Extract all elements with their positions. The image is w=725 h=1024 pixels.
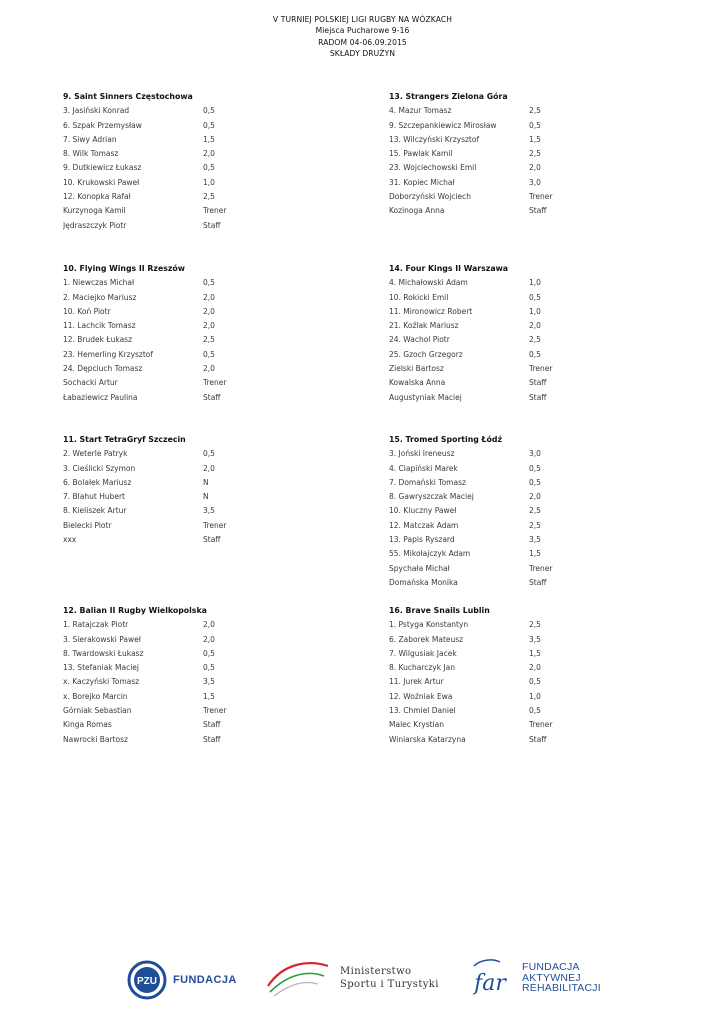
roster-row [389,147,629,161]
team-roster [63,433,303,547]
ministry-line-1: Ministerstwo [340,966,412,977]
ministry-swoosh-icon [264,956,332,1000]
roster-row [389,490,629,504]
player-name: 15. Pawlak Kamil [389,149,453,159]
player-classification: 2,0 [203,149,215,159]
player-name: 23. Hemerling Krzysztof [63,349,154,359]
player-name: 1. Pstyga Konstantyn [389,620,469,630]
player-name: 25. Gzoch Grzegorz [389,349,463,359]
player-name: Winiarska Katarzyna [389,734,466,744]
player-classification: 0,5 [529,349,541,359]
player-classification: 2,5 [203,192,215,202]
roster-row [63,533,303,547]
player-name: 7. Wilgusiak Jacek [389,648,457,658]
player-classification: 3,5 [203,677,215,687]
player-name: 12. Woźniak Ewa [389,691,453,701]
player-classification: 3,5 [529,535,541,545]
roster-row [63,219,303,233]
tournament-date: RADOM 04-06.09.2015 [318,37,407,47]
pzu-emblem-icon [127,960,167,1000]
player-name: 23. Wojciechowski Emil [389,163,477,173]
roster-row [389,618,629,632]
player-name: 12. Brudek Łukasz [63,335,133,345]
player-classification: Staff [529,206,547,216]
roster-row [389,533,629,547]
player-name: 8. Wilk Tomasz [63,149,119,159]
player-classification: 3,0 [529,177,541,187]
roster-row [389,348,629,362]
player-name: x. Borejko Marcin [63,691,128,701]
player-classification: Staff [203,535,221,545]
team-name: 11. Start TetraGryf Szczecin [63,435,186,444]
pzu-emblem-text: PZU [137,976,157,987]
ministry-line-2: Sportu i Turystyki [340,979,439,990]
player-name: 13. Stefaniak Maciej [63,663,139,673]
roster-row [63,504,303,518]
player-name: Doborzyński Wojciech [389,192,471,202]
player-name: 2. Weterle Patryk [63,449,128,459]
player-name: Kozinoga Anna [389,206,445,216]
roster-row [63,447,303,461]
player-name: 7. Siwy Adrian [63,134,117,144]
roster-row [389,562,629,576]
roster-row [63,204,303,218]
player-name: Bielecki Piotr [63,520,112,530]
player-name: 8. Twardowski Łukasz [63,648,144,658]
player-classification: 1,5 [529,648,541,658]
player-name: 3. Joński Ireneusz [389,449,455,459]
player-classification: 2,0 [203,634,215,644]
player-classification: 1,5 [203,134,215,144]
player-name: 24. Wachol Piotr [389,335,450,345]
roster-row [389,391,629,405]
roster-row [389,161,629,175]
roster-row [63,733,303,747]
player-classification: Trener [203,520,227,530]
team-name: 10. Flying Wings II Rzeszów [63,264,185,273]
player-classification: 2,0 [203,364,215,374]
player-classification: 0,5 [529,706,541,716]
document-header [0,14,725,59]
player-classification: 0,5 [529,120,541,130]
player-name: 10. Koń Piotr [63,306,111,316]
player-name: 6. Bolałek Mariusz [63,477,132,487]
player-classification: Staff [203,734,221,744]
roster-row [389,104,629,118]
player-classification: 2,0 [529,321,541,331]
roster-row [389,633,629,647]
player-classification: 0,5 [203,349,215,359]
player-name: 13. Papis Ryszard [389,535,455,545]
roster-row [63,376,303,390]
player-name: Malec Krystian [389,720,444,730]
roster-row [389,462,629,476]
roster-row [63,490,303,504]
player-name: Kowalska Anna [389,378,446,388]
roster-row [63,690,303,704]
ministry-name [340,965,439,991]
player-classification: Trener [529,192,553,202]
player-classification: 0,5 [529,477,541,487]
player-name: Augustyniak Maciej [389,392,462,402]
player-classification: 1,0 [529,278,541,288]
player-classification: Staff [203,220,221,230]
player-classification: Staff [529,577,547,587]
roster-row [63,661,303,675]
player-name: 11. Lachcik Tomasz [63,321,136,331]
roster-row [63,718,303,732]
player-name: 2. Maciejko Mariusz [63,292,137,302]
player-name: 4. Ciapiński Marek [389,463,458,473]
team-roster [389,433,629,590]
player-classification: 0,5 [529,463,541,473]
player-name: 3. Jasiński Konrad [63,106,130,116]
roster-row [389,362,629,376]
player-name: Sochacki Artur [63,378,118,388]
player-classification: 0,5 [203,163,215,173]
player-classification: 1,0 [529,306,541,316]
roster-row [63,519,303,533]
roster-row [63,348,303,362]
player-name: Spychała Michał [389,563,450,573]
player-name: 3. Cieślicki Szymon [63,463,136,473]
player-classification: 1,5 [529,549,541,559]
player-name: Łabaziewicz Paulina [63,392,138,402]
roster-row [389,305,629,319]
player-classification: 2,0 [529,492,541,502]
roster-row [63,176,303,190]
far-foundation-name [522,962,601,994]
player-name: 10. Kluczny Paweł [389,506,457,516]
roster-row [63,618,303,632]
roster-row [389,547,629,561]
player-name: 8. Gawryszczak Maciej [389,492,474,502]
roster-row [389,718,629,732]
roster-row [389,661,629,675]
player-name: 8. Kieliszek Artur [63,506,127,516]
player-classification: 0,5 [203,106,215,116]
player-classification: 0,5 [529,677,541,687]
far-line-2: AKTYWNEJ [522,971,581,984]
roster-row [389,476,629,490]
player-name: 9. Szczepankiewicz Mirosław [389,120,497,130]
player-classification: Staff [529,392,547,402]
roster-row [63,190,303,204]
player-classification: 2,0 [203,620,215,630]
player-classification: Trener [203,706,227,716]
roster-row [389,675,629,689]
player-classification: Trener [529,563,553,573]
team-name: 14. Four Kings II Warszawa [389,264,509,273]
player-name: 8. Kucharczyk Jan [389,663,456,673]
player-name: x. Kaczyński Tomasz [63,677,140,687]
player-classification: 2,5 [203,335,215,345]
player-name: 10. Krukowski Paweł [63,177,140,187]
far-emblem-icon [466,956,516,1000]
team-name: 13. Strangers Zielona Góra [389,92,508,101]
player-classification: 2,5 [529,506,541,516]
player-classification: 2,5 [529,106,541,116]
player-classification: 1,0 [203,177,215,187]
far-line-3: REHABILITACJI [522,982,601,995]
roster-row [63,675,303,689]
player-classification: 2,5 [529,335,541,345]
player-name: 1. Niewczas Michał [63,278,135,288]
player-classification: 0,5 [203,120,215,130]
roster-row [389,733,629,747]
player-classification: 2,0 [529,163,541,173]
roster-row [389,119,629,133]
roster-row [63,462,303,476]
player-classification: 2,0 [203,321,215,331]
player-classification: Trener [203,206,227,216]
team-roster [389,604,629,747]
roster-row [63,161,303,175]
far-line-1: FUNDACJA [522,961,580,974]
player-classification: 2,5 [529,520,541,530]
player-name: 12. Konopka Rafał [63,192,131,202]
roster-row [389,647,629,661]
player-name: 12. Matczak Adam [389,520,459,530]
roster-row [389,504,629,518]
player-name: 6. Szpak Przemysław [63,120,142,130]
roster-row [63,276,303,290]
player-name: Jędraszczyk Piotr [63,220,127,230]
player-name: 13. Chmiel Daniel [389,706,456,716]
player-classification: 1,0 [529,691,541,701]
player-classification: N [203,477,209,487]
player-classification: 0,5 [529,292,541,302]
player-classification: Trener [529,720,553,730]
sponsor-footer [0,950,725,1010]
roster-row [389,690,629,704]
roster-row [63,704,303,718]
player-name: 1. Ratajczak Piotr [63,620,129,630]
roster-row [389,376,629,390]
roster-row [63,305,303,319]
roster-row [389,276,629,290]
player-name: Kinga Romas [63,720,112,730]
player-classification: 3,5 [203,506,215,516]
player-classification: 2,0 [203,463,215,473]
roster-row [63,319,303,333]
player-classification: 0,5 [203,278,215,288]
player-classification: Staff [203,392,221,402]
team-roster [63,262,303,405]
player-classification: Staff [529,378,547,388]
document-heading: SKŁADY DRUŻYN [329,48,396,58]
player-name: Domańska Monika [389,577,458,587]
player-classification: 1,5 [529,134,541,144]
roster-row [389,704,629,718]
player-classification: 2,0 [529,663,541,673]
roster-row [389,176,629,190]
player-name: 11. Jurek Artur [389,677,444,687]
player-classification: N [203,492,209,502]
player-name: 3. Sierakowski Paweł [63,634,141,644]
roster-row [63,104,303,118]
roster-row [389,319,629,333]
player-name: 55. Mikołajczyk Adam [389,549,471,559]
ministry-logo [264,956,439,1000]
roster-row [389,133,629,147]
roster-row [63,362,303,376]
player-classification: 0,5 [203,449,215,459]
player-classification: Staff [529,734,547,744]
roster-row [389,447,629,461]
roster-row [63,647,303,661]
player-name: xxx [63,535,77,545]
roster-row [389,576,629,590]
player-name: 11. Mironowicz Robert [389,306,473,316]
player-classification: Trener [203,378,227,388]
player-classification: 0,5 [203,663,215,673]
player-classification: Trener [529,364,553,374]
roster-row [389,291,629,305]
roster-row [63,476,303,490]
team-name: 16. Brave Snails Lublin [389,606,490,615]
player-name: 21. Koźlak Mariusz [389,321,459,331]
player-classification: 2,0 [203,306,215,316]
team-roster [63,90,303,233]
roster-row [63,133,303,147]
player-classification: 3,5 [529,634,541,644]
roster-row [63,633,303,647]
tournament-title: V TURNIEJ POLSKIEJ LIGI RUGBY NA WÓZKACH [272,15,453,24]
far-emblem-text: far [474,971,506,996]
player-name: Nawrocki Bartosz [63,734,128,744]
team-roster [63,604,303,747]
player-classification: 0,5 [203,648,215,658]
player-classification: Staff [203,720,221,730]
player-name: 4. Michałowski Adam [389,278,468,288]
player-name: Kurzynoga Kamil [63,206,126,216]
pzu-foundation-logo [127,960,237,1000]
player-classification: 1,5 [203,691,215,701]
team-roster [389,262,629,405]
roster-row [63,119,303,133]
pzu-foundation-label: FUNDACJA [173,974,237,986]
roster-row [389,204,629,218]
player-classification: 2,5 [529,620,541,630]
player-name: 13. Wilczyński Krzysztof [389,134,480,144]
player-name: 7. Domański Tomasz [389,477,466,487]
player-name: 24. Dępciuch Tomasz [63,364,143,374]
roster-row [63,333,303,347]
roster-row [389,519,629,533]
player-classification: 3,0 [529,449,541,459]
team-roster [389,90,629,219]
roster-row [389,190,629,204]
team-name: 12. Balian II Rugby Wielkopolska [63,606,207,615]
roster-row [389,333,629,347]
player-classification: 2,5 [529,149,541,159]
roster-row [63,291,303,305]
player-name: 4. Mazur Tomasz [389,106,452,116]
player-name: 9. Dutkiewicz Łukasz [63,163,142,173]
player-name: 6. Zaborek Mateusz [389,634,464,644]
team-name: 15. Tromed Sporting Łódź [389,435,503,444]
team-name: 9. Saint Sinners Częstochowa [63,92,193,101]
player-name: 7. Blahut Hubert [63,492,125,502]
player-name: 10. Rokicki Emil [389,292,449,302]
player-name: Górniak Sebastian [63,706,132,716]
far-foundation-logo [466,956,601,1000]
tournament-subtitle: Miejsca Pucharowe 9-16 [315,26,410,36]
roster-row [63,147,303,161]
player-name: 31. Kopiec Michał [389,177,455,187]
player-name: Zielski Bartosz [389,364,444,374]
player-classification: 2,0 [203,292,215,302]
roster-row [63,391,303,405]
